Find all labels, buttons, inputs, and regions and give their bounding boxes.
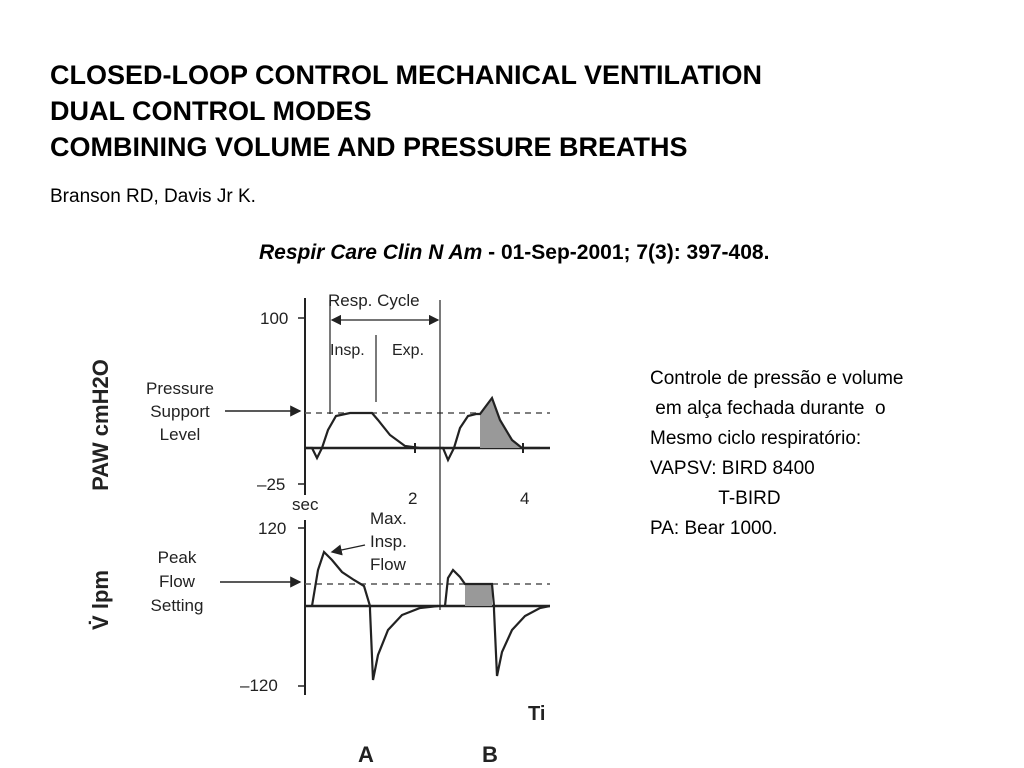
note-line-5: T-BIRD (650, 488, 781, 509)
authors: Branson RD, Davis Jr K. (50, 186, 256, 207)
peak-flow-label-3: Setting (150, 596, 204, 615)
flow-axis-label: V̇ lpm (88, 570, 113, 630)
pressure-tick-top: 100 (260, 309, 289, 328)
note-line-4: VAPSV: BIRD 8400 (650, 458, 815, 479)
pressure-support-label-1: Pressure (145, 379, 215, 398)
time-axis-partial-label: Ti (528, 703, 546, 725)
pressure-tick-bottom: –25 (257, 475, 286, 494)
time-tick-4: 4 (520, 489, 530, 508)
pressure-axis-label: PAW cmH2O (88, 359, 113, 491)
note-line-3: Mesmo ciclo respiratório: (650, 428, 862, 449)
max-insp-flow-arrow (332, 545, 365, 552)
title-line-3: COMBINING VOLUME AND PRESSURE BREATHS (50, 132, 688, 162)
exp-label: Exp. (392, 342, 425, 359)
note-line-1: Controle de pressão e volume (650, 368, 904, 389)
peak-flow-label-1: Peak (157, 548, 197, 567)
resp-cycle-label: Resp. Cycle (328, 291, 420, 310)
flow-tick-top: 120 (258, 519, 287, 538)
time-tick-2: 2 (408, 489, 418, 508)
pressure-support-label-3: Level (159, 425, 201, 444)
citation-details: - 01-Sep-2001; 7(3): 397-408. (482, 241, 770, 264)
waveform-diagram (60, 280, 550, 768)
flow-tick-bottom: –120 (240, 676, 278, 695)
max-insp-flow-label-1: Max. (370, 509, 407, 528)
note-line-2: em alça fechada durante o (650, 398, 886, 419)
flow-waveform-b-shaded (465, 584, 492, 606)
title-line-2: DUAL CONTROL MODES (50, 96, 372, 126)
insp-label: Insp. (330, 342, 365, 359)
citation (259, 241, 769, 265)
pressure-support-label-2: Support (150, 402, 210, 421)
citation-journal: Respir Care Clin N Am (259, 241, 483, 264)
max-insp-flow-label-2: Insp. (370, 532, 407, 551)
title-line-1: CLOSED-LOOP CONTROL MECHANICAL VENTILATION (50, 60, 763, 90)
time-unit-label: sec (292, 495, 319, 514)
panel-a-label: A (358, 742, 374, 767)
slide-title (50, 57, 762, 165)
pressure-waveform-a (305, 413, 438, 458)
flow-waveform-b (445, 570, 550, 676)
ventilation-waveform-figure (60, 280, 550, 768)
peak-flow-label-2: Flow (159, 572, 195, 591)
note-line-6: PA: Bear 1000. (650, 518, 778, 539)
panel-b-label: B (482, 742, 498, 767)
max-insp-flow-label-3: Flow (370, 555, 406, 574)
notes-block (650, 364, 903, 544)
